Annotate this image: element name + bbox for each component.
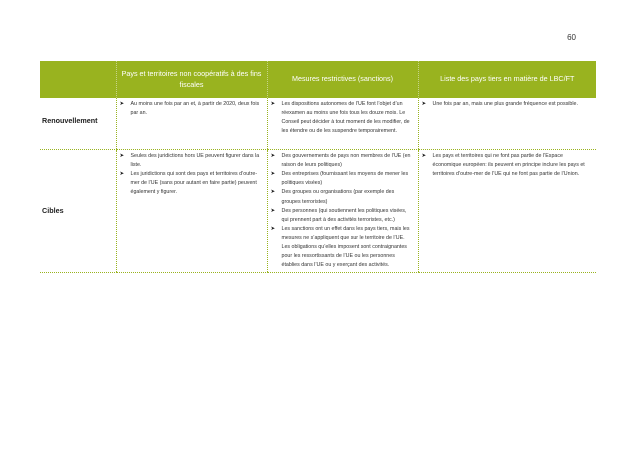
bullet-list — [271, 152, 415, 270]
list-item-text: Des groupes ou organisations (par exemple des groupes terroristes) — [281, 189, 395, 205]
list-item-text: Les juridictions qui sont des pays et territoires d’outre-mer de l’UE (sans pour autant en faire partie) peuvent également y figurer. — [130, 171, 258, 196]
list-item-text: Les sanctions ont un effet dans les pays tiers, mais les mesures ne s’appliquent que sur le territoire de l’UE. Les obligations qu’elles imposent sont contraignantes pour les ressortissants de l’UE ou les personnes établies dans l’UE ou y exerçant des activités. — [281, 225, 410, 269]
row-label-renouvellement: Renouvellement — [40, 98, 116, 150]
row-label-cibles: Cibles — [40, 150, 116, 273]
list-item — [271, 225, 415, 271]
list-item — [120, 170, 264, 197]
header-restrictive-measures: Mesures restrictives (sanctions) — [267, 61, 418, 98]
arrow-bullet-icon: ➤ — [119, 153, 125, 159]
arrow-bullet-icon: ➤ — [270, 207, 276, 214]
arrow-bullet-icon: ➤ — [270, 153, 276, 159]
arrow-bullet-icon: ➤ — [270, 171, 276, 178]
list-item — [422, 152, 594, 179]
list-item — [271, 170, 415, 188]
list-item — [422, 100, 594, 109]
bullet-list — [422, 152, 594, 179]
table-header-row — [40, 61, 596, 98]
table-cell — [116, 98, 267, 150]
header-corner-cell — [40, 61, 116, 98]
list-item-text: Au moins une fois par an et, à partir de 2020, deux fois par an. — [130, 101, 260, 117]
table-cell — [267, 98, 418, 150]
arrow-bullet-icon: ➤ — [270, 225, 276, 232]
comparison-table — [40, 61, 596, 273]
list-item — [271, 188, 415, 206]
table-row — [40, 150, 596, 273]
list-item — [271, 100, 415, 136]
list-item-text: Seules des juridictions hors UE peuvent figurer dans la liste. — [130, 153, 260, 169]
list-item-text: Des personnes (qui soutiennent les politiques visées, qui prennent part à des activités terroristes, etc.) — [281, 207, 407, 223]
arrow-bullet-icon: ➤ — [270, 189, 276, 196]
table-cell — [418, 98, 596, 150]
list-item-text: Des gouvernements de pays non membres de l’UE (en raison de leurs politiques) — [281, 153, 411, 169]
arrow-bullet-icon: ➤ — [421, 101, 427, 107]
list-item — [120, 152, 264, 170]
bullet-list — [422, 100, 594, 109]
bullet-list — [120, 100, 264, 118]
list-item-text: Les pays et territoires qui ne font pas partie de l’Espace économique européen: ils peuvent en principe inclure les pays et territoires d’outre-mer de l’UE qui ne font pas partie de l’Union. — [432, 153, 585, 178]
bullet-list — [120, 152, 264, 198]
arrow-bullet-icon: ➤ — [119, 101, 125, 107]
header-non-cooperative-jurisdictions: Pays et territoires non coopératifs à des fins fiscales — [116, 61, 267, 98]
table-cell — [418, 150, 596, 273]
table-cell — [267, 150, 418, 273]
list-item-text: Une fois par an, mais une plus grande fréquence est possible. — [432, 101, 578, 107]
list-item — [271, 152, 415, 170]
arrow-bullet-icon: ➤ — [119, 171, 125, 178]
table-row — [40, 98, 596, 150]
arrow-bullet-icon: ➤ — [270, 101, 276, 107]
arrow-bullet-icon: ➤ — [421, 153, 427, 159]
header-aml-cft-third-countries: Liste des pays tiers en matière de LBC/FT — [418, 61, 596, 98]
table-cell — [116, 150, 267, 273]
list-item-text: Des entreprises (fournissant les moyens de mener les politiques visées) — [281, 171, 409, 187]
bullet-list — [271, 100, 415, 136]
list-item — [120, 100, 264, 118]
page-number: 60 — [567, 33, 576, 42]
list-item-text: Les dispositions autonomes de l’UE font l’objet d’un réexamen au moins une fois tous les douze mois. Le Conseil peut décider à tout moment de les modifier, de les étendre ou de les suspendre temporairement. — [281, 101, 410, 135]
list-item — [271, 207, 415, 225]
